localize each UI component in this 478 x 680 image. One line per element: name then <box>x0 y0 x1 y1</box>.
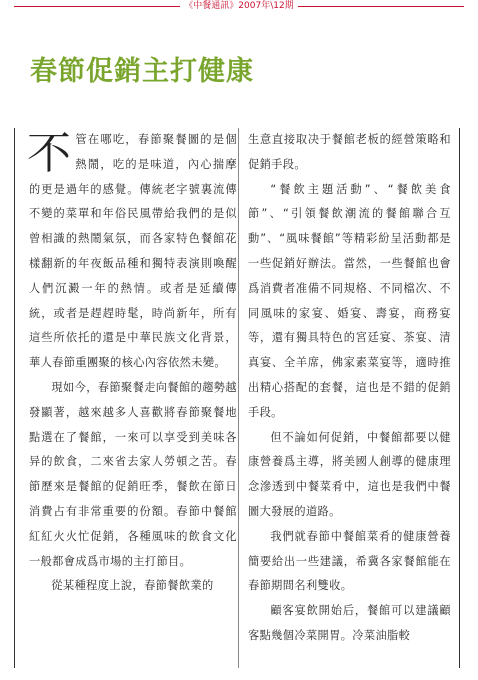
paragraph-8: 顧客宴飲開始后，餐館可以建議顧客點幾個冷菜開胃。冷菜油脂較 <box>248 604 451 642</box>
paragraph-1 <box>29 128 237 376</box>
paragraph-6: 但不論如何促銷，中餐館都要以健康營養爲主導，將美國人創導的健康理念滲透到中餐菜肴中，這也是我們中餐圖大發展的道路。 <box>248 430 451 518</box>
paragraph-4: 生意直接取决于餐館老板的經營策略和促銷手段。 <box>248 133 451 171</box>
left-column <box>14 128 237 668</box>
paragraph-1-text: 管在哪吃，春節聚餐圖的是個熱鬧，吃的是味道，內心揣摩的更是過年的感覺。傳統老字號裏流傳不變的菜單和年俗民風帶給我們的是似曾相識的熱鬧氣氛，而各家特色餐館花樣翻新的年夜飯品種和獨特表演則喚醒人們沉澱一年的熱情。或者是延續傳統，或者是趕趕時髦，時尚新年，所有這些所依托的還是中華民族文化背景，華人春節重團聚的核心內容依然未變。 <box>29 133 237 370</box>
running-header-text: 《中餐通訊》2007年\12期 <box>180 1 297 11</box>
drop-cap: 不 <box>27 128 72 179</box>
paragraph-5: “餐飲主題活動”、“餐飲美食節”、“引領餐飲潮流的餐館聯合互動”、“風味餐館”等精彩紛呈活動都是一些促銷好辦法。當然，一些餐館也會爲消費者准備不同規格、不同檔次、不同風味的家宴、婚宴、壽宴，商務宴等，還有獨具特色的宮廷宴、茶宴、清真宴、全羊席，佛家素菜宴等，適時推出精心搭配的套餐，這也是不錯的促銷手段。 <box>248 182 451 419</box>
paragraph-2: 現如今，春節聚餐走向餐館的趨勢越發顯著，越來越多人喜歡將春節聚餐地點選在了餐館，一來可以享受到美味各异的飲食，二來省去家人勞頓之苦。春節歷來是餐館的促銷旺季，餐飲在節日消費占有非常重要的份額。春節中餐館紅紅火火忙促銷，各種風味的飲食文化一般都會成爲市場的主打節目。 <box>29 380 237 568</box>
article-title: 春節促銷主打健康 <box>30 56 254 87</box>
right-column <box>238 128 460 668</box>
running-header <box>0 0 478 12</box>
paragraph-7: 我們就春節中餐館菜肴的健康營養簡要給出一些建議，希冀各家餐館能在春節期間名利雙收。 <box>248 529 451 593</box>
paragraph-3: 從某種程度上說，春節餐飲業的 <box>51 579 214 593</box>
